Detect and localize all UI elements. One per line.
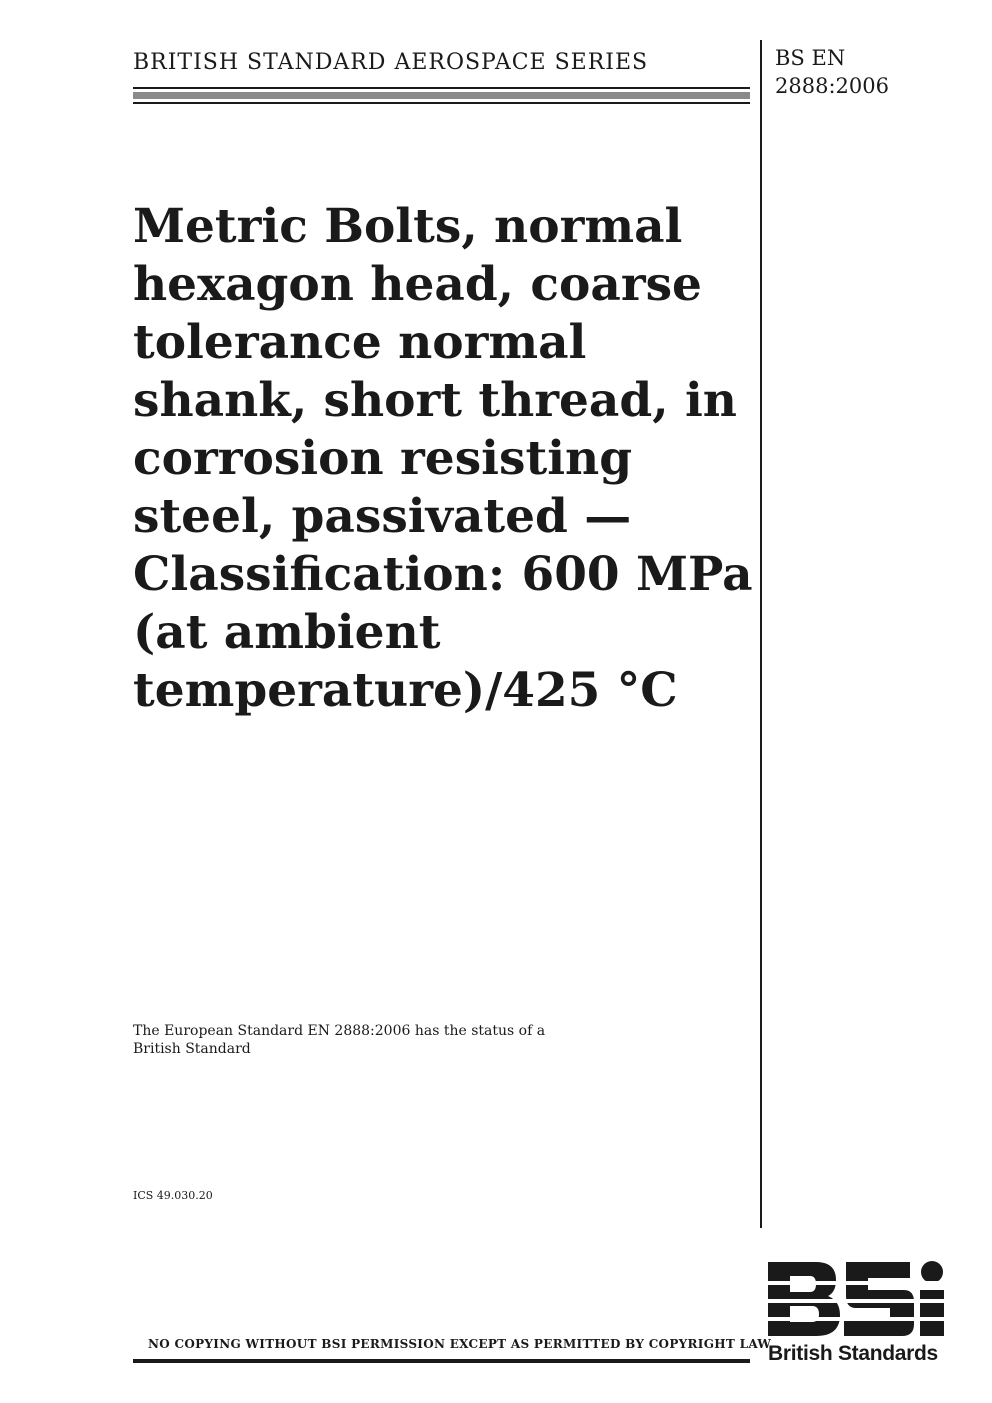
footer-rule <box>133 1359 750 1363</box>
status-line2: British Standard <box>133 1041 251 1057</box>
vertical-divider <box>760 40 762 1228</box>
logo-label: British Standards <box>768 1342 938 1365</box>
standard-code-line1: BS EN <box>775 46 846 70</box>
header-rule-thin-bottom <box>133 102 750 104</box>
bsi-logo <box>764 1258 950 1368</box>
status-line1: The European Standard EN 2888:2006 has the status of a <box>133 1023 546 1039</box>
bsi-wordmark-icon <box>764 1258 950 1342</box>
title-line: tolerance normal <box>133 315 587 370</box>
series-heading: BRITISH STANDARD AEROSPACE SERIES <box>133 50 649 75</box>
title-line: shank, short thread, in <box>133 373 737 428</box>
status-statement <box>133 1022 633 1058</box>
title-line: temperature)/425 °C <box>133 663 678 718</box>
title-line: steel, passivated — <box>133 489 632 544</box>
title-line: (at ambient <box>133 605 441 660</box>
ics-code: ICS 49.030.20 <box>133 1189 213 1202</box>
header-rule-thin-top <box>133 87 750 89</box>
title-line: Metric Bolts, normal <box>133 199 683 254</box>
copyright-notice: NO COPYING WITHOUT BSI PERMISSION EXCEPT AS PERMITTED BY COPYRIGHT LAW <box>148 1337 772 1351</box>
header-rule-thick <box>133 92 750 99</box>
document-title <box>133 198 753 720</box>
title-line: Classification: 600 MPa <box>133 547 753 602</box>
title-line: corrosion resisting <box>133 431 633 486</box>
standard-code-line2: 2888:2006 <box>775 74 889 98</box>
title-line: hexagon head, coarse <box>133 257 702 312</box>
standard-code <box>775 44 889 100</box>
